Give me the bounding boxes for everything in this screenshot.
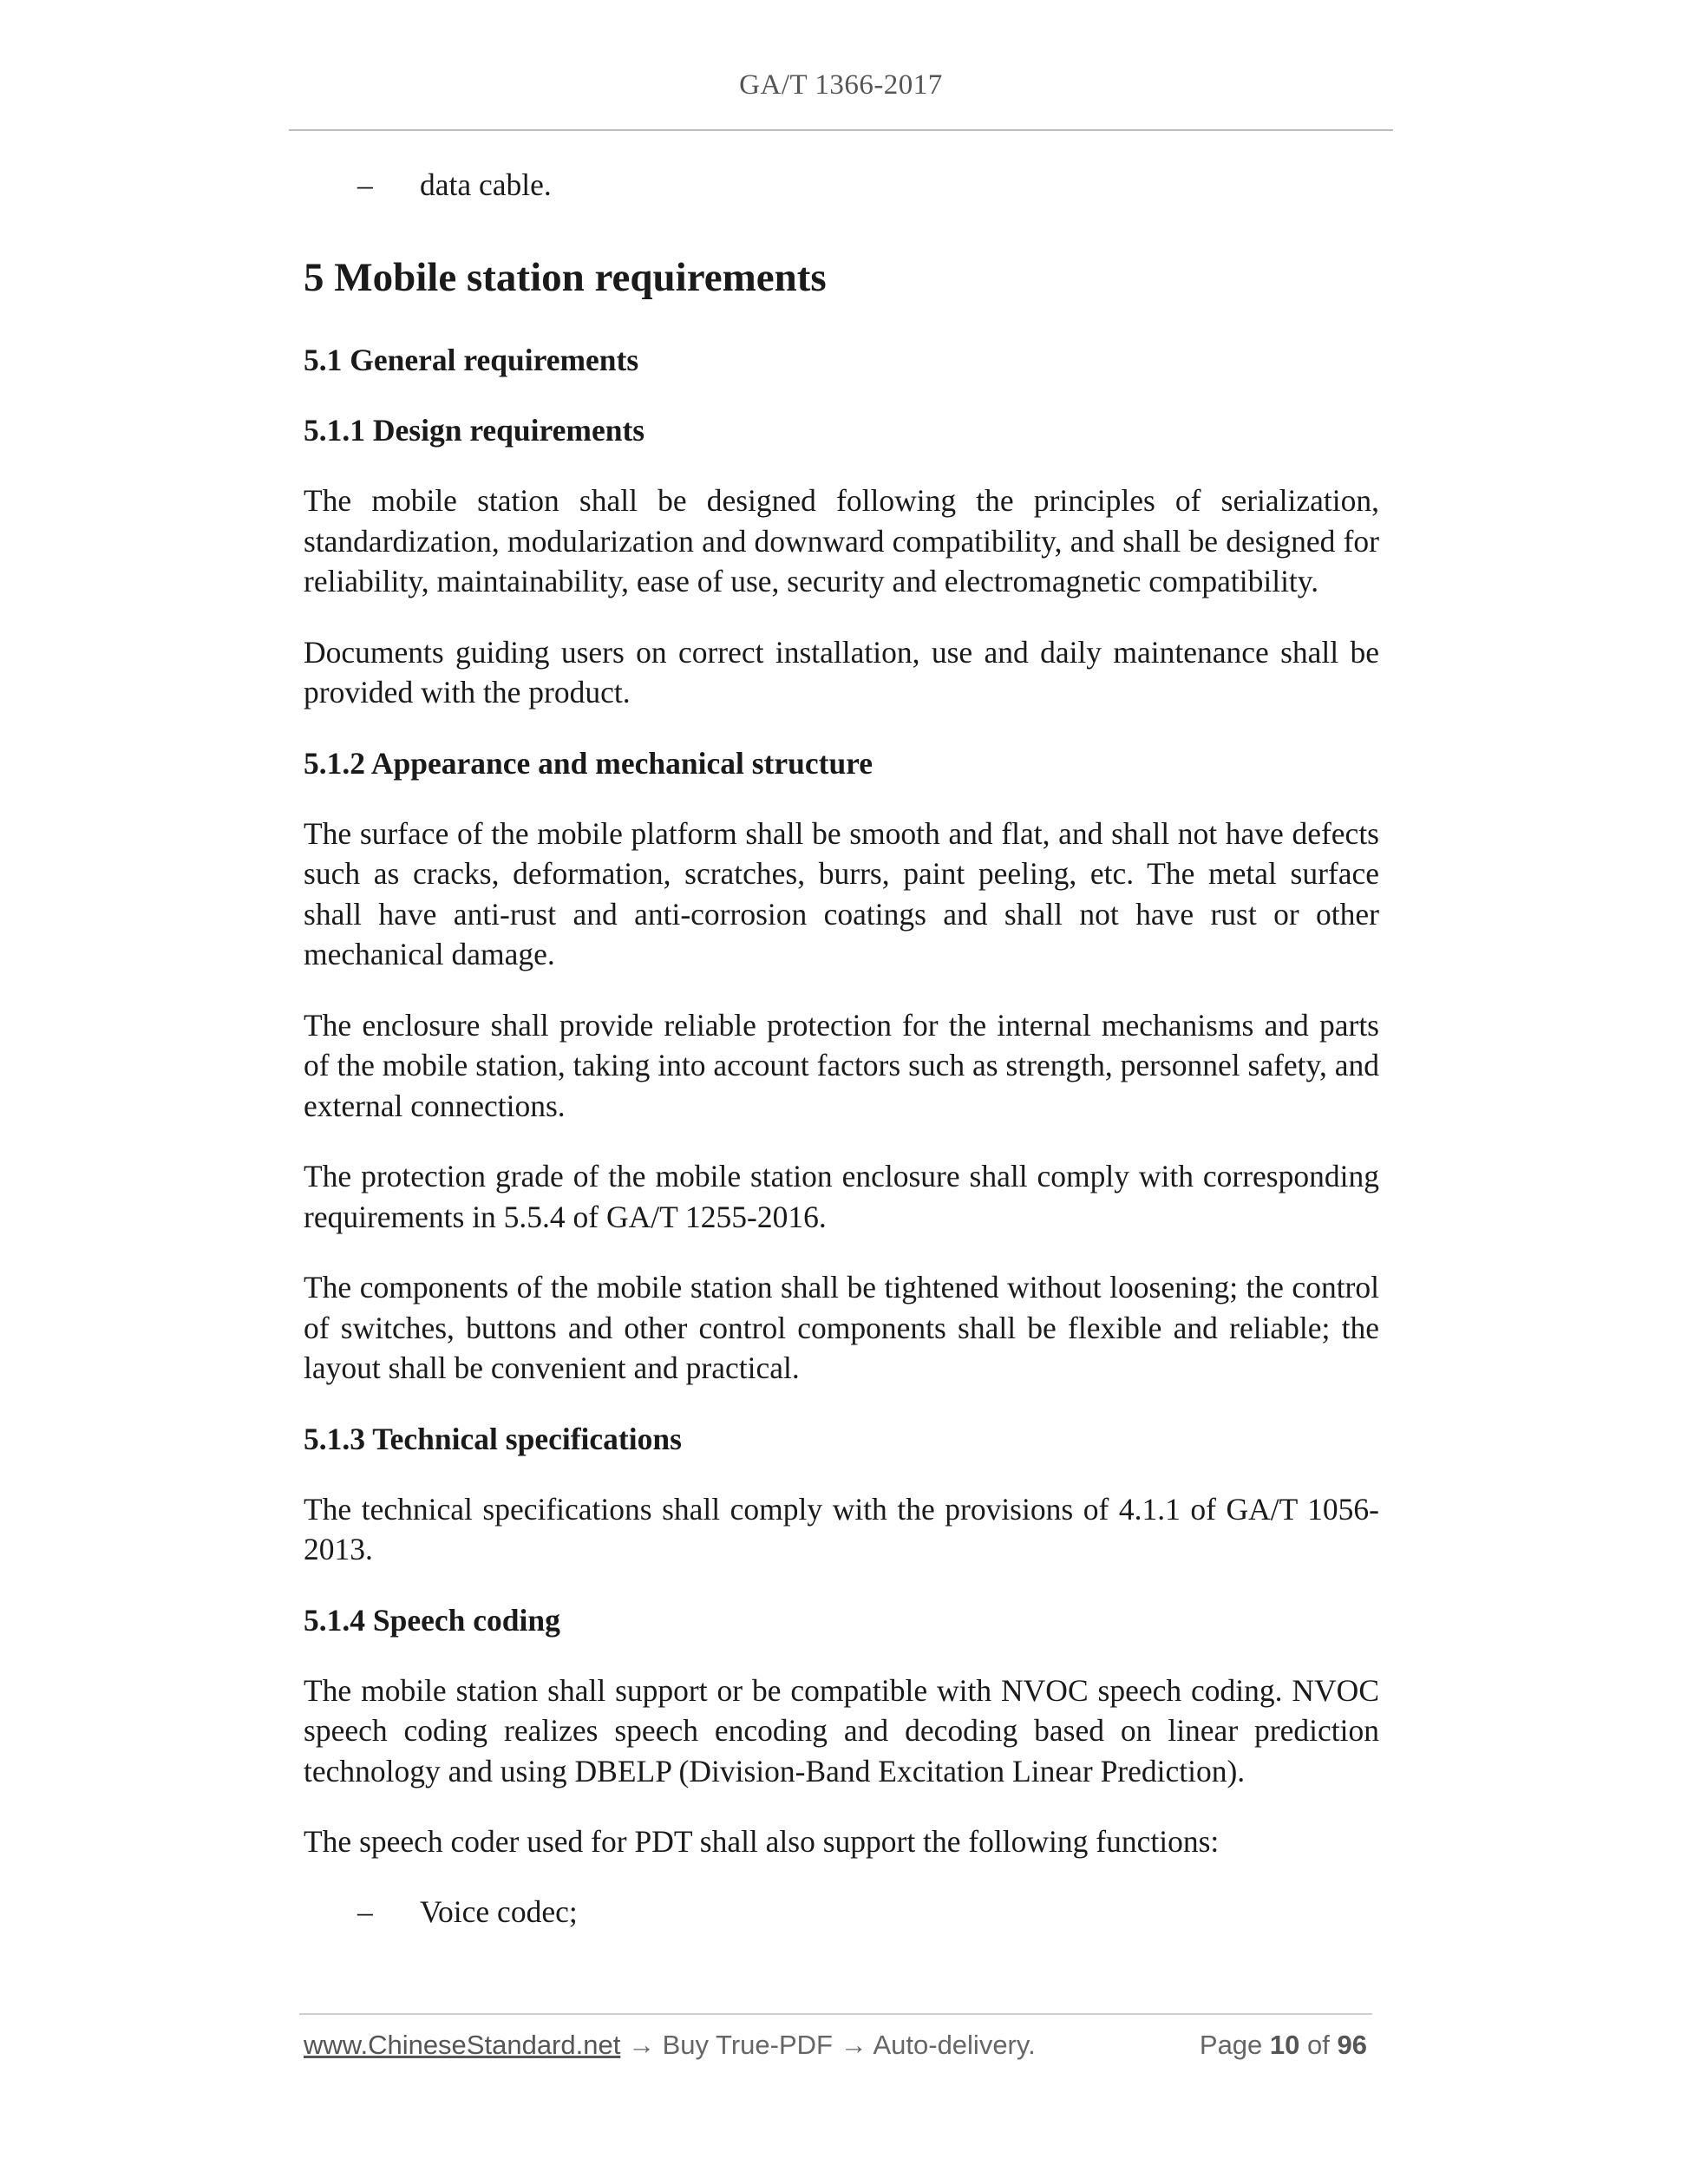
section-heading-5-1-4: 5.1.4 Speech coding: [304, 1602, 560, 1638]
section-heading-5-1-1: 5.1.1 Design requirements: [304, 413, 645, 448]
header-divider: [289, 129, 1393, 131]
website-link[interactable]: www.ChineseStandard.net: [304, 2030, 621, 2060]
paragraph: The mobile station shall support or be compatible with NVOC speech coding. NVOC speech coding realizes speech encoding and decoding based on linear prediction technology and using DBELP (Division-Band Excitation Linear Prediction).: [304, 1672, 1379, 1788]
paragraph: The speech coder used for PDT shall also support the following functions:: [304, 1824, 1220, 1859]
list-item: [304, 165, 1379, 205]
section-heading-5-1-3: 5.1.3 Technical specifications: [304, 1421, 682, 1456]
list-item: [304, 1892, 1379, 1932]
page-footer: [304, 2030, 1372, 2068]
paragraph: The technical specifications shall comply with the provisions of 4.1.1 of GA/T 1056-2013.: [304, 1491, 1379, 1566]
paragraph: Documents guiding users on correct installation, use and daily maintenance shall be provided with the product.: [304, 634, 1379, 709]
section-heading-5-1: 5.1 General requirements: [304, 343, 639, 377]
document-body: [304, 156, 1379, 1932]
section-heading-5: 5 Mobile station requirements: [304, 255, 827, 300]
page-number: 10: [1269, 2030, 1300, 2060]
arrow-icon: →: [620, 2030, 663, 2060]
buy-pdf-text: Buy True-PDF: [662, 2030, 833, 2060]
footer-promo: [304, 2030, 1036, 2061]
paragraph: The protection grade of the mobile station enclosure shall comply with corresponding requirements in 5.5.4 of GA/T 1255-2016.: [304, 1159, 1379, 1234]
page-header: GA/T 1366-2017: [739, 69, 943, 101]
list-item-text: data cable.: [420, 167, 552, 202]
paragraph: The enclosure shall provide reliable protection for the internal mechanisms and parts of the mobile station, taking into account factors such as strength, personnel safety, and external connections.: [304, 1007, 1379, 1123]
auto-delivery-text: Auto-delivery.: [873, 2030, 1036, 2060]
list-item-text: Voice codec;: [420, 1893, 578, 1929]
bullet-dash: –: [357, 1893, 373, 1929]
paragraph: The surface of the mobile platform shall be smooth and flat, and shall not have defects such as cracks, deformation, scratches, burrs, paint peeling, etc. The metal surface shall have anti-rust and anti-corrosion coatings and shall not have rust or other mechanical damage.: [304, 815, 1379, 971]
of-label: of: [1307, 2030, 1330, 2060]
page-counter: [1200, 2030, 1367, 2061]
section-heading-5-1-2: 5.1.2 Appearance and mechanical structure: [304, 745, 873, 781]
arrow-icon: →: [832, 2030, 873, 2060]
paragraph: The components of the mobile station shall be tightened without loosening; the control of switches, buttons and other control components shall be flexible and reliable; the layout shall be convenient and practical.: [304, 1270, 1379, 1385]
page-label: Page: [1199, 2030, 1263, 2060]
paragraph: The mobile station shall be designed following the principles of serialization, standardization, modularization and downward compatibility, and shall be designed for reliability, maintainability, ease of use, security and electromagnetic compatibility.: [304, 483, 1379, 598]
bullet-dash: –: [357, 167, 373, 202]
footer-divider: [299, 2013, 1372, 2015]
page-total: 96: [1337, 2030, 1367, 2060]
